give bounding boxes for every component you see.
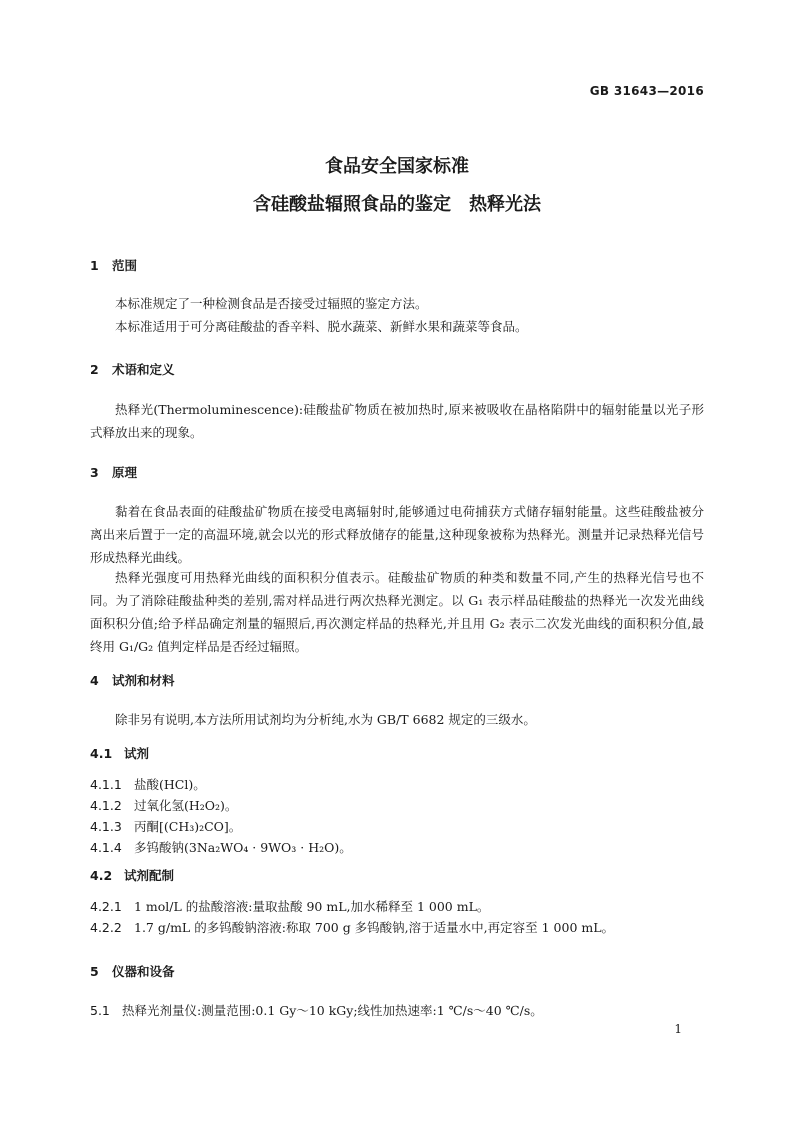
section-heading-4 <box>90 671 175 689</box>
paragraph: 本标准规定了一种检测食品是否接受过辐照的鉴定方法。 <box>115 296 428 311</box>
item-number: 4.1.4 <box>90 840 122 855</box>
item-text: 热释光剂量仪:测量范围:0.1 Gy～10 kGy;线性加热速率:1 ℃/s～40 ℃/s。 <box>122 1003 543 1018</box>
list-item <box>90 773 704 796</box>
section-number: 1 <box>90 258 99 273</box>
subsection-number: 4.1 <box>90 746 113 761</box>
item-number: 4.1.1 <box>90 777 122 792</box>
list-item <box>90 916 704 939</box>
item-text: 多钨酸钠(3Na₂WO₄ · 9WO₃ · H₂O)。 <box>134 840 352 855</box>
page-number: 1 <box>674 1022 682 1036</box>
paragraph: 除非另有说明,本方法所用试剂均为分析纯,水为 GB/T 6682 规定的三级水。 <box>115 712 536 727</box>
item-number: 4.1.3 <box>90 819 122 834</box>
item-number: 5.1 <box>90 1003 110 1018</box>
document-title: 食品安全国家标准 <box>325 156 469 177</box>
document-subtitle: 含硅酸盐辐照食品的鉴定 热释光法 <box>253 194 541 215</box>
item-text: 过氧化氢(H₂O₂)。 <box>134 798 238 813</box>
section-title: 术语和定义 <box>112 362 175 377</box>
subsection-number: 4.2 <box>90 868 113 883</box>
item-text: 盐酸(HCl)。 <box>134 777 206 792</box>
paragraph: 本标准适用于可分离硅酸盐的香辛料、脱水蔬菜、新鲜水果和蔬菜等食品。 <box>115 319 528 334</box>
section-heading-1 <box>90 256 137 274</box>
standard-number: GB 31643—2016 <box>589 84 704 98</box>
item-text: 1.7 g/mL 的多钨酸钠溶液:称取 700 g 多钨酸钠,溶于适量水中,再定容至 1 000 mL。 <box>134 920 615 935</box>
paragraph: 热释光强度可用热释光曲线的面积积分值表示。硅酸盐矿物质的种类和数量不同,产生的热释光信号也不同。为了消除硅酸盐种类的差别,需对样品进行两次热释光测定。以 G₁ 表示样品硅酸盐的热释光一次发光曲线面积积分值;给予样品确定剂量的辐照后,再次测定样品的热释光,并且用 G₂ 表示二次发光曲线的面积积分值,最终用 G₁/G₂ 值判定样品是否经过辐照。 <box>90 570 704 654</box>
list-item <box>90 794 704 817</box>
item-number: 4.1.2 <box>90 798 122 813</box>
section-heading-2 <box>90 360 175 378</box>
item-text: 丙酮[(CH₃)₂CO]。 <box>134 819 242 834</box>
list-item <box>90 836 704 859</box>
section-title: 原理 <box>112 465 138 480</box>
paragraph: 热释光(Thermoluminescence):硅酸盐矿物质在被加热时,原来被吸收在晶格陷阱中的辐射能量以光子形式释放出来的现象。 <box>90 402 704 440</box>
subsection-title: 试剂 <box>124 746 150 761</box>
section-number: 4 <box>90 673 99 688</box>
section-number: 3 <box>90 465 99 480</box>
item-text: 1 mol/L 的盐酸溶液:量取盐酸 90 mL,加水稀释至 1 000 mL。 <box>134 899 490 914</box>
subsection-heading-4-1 <box>90 744 149 762</box>
list-item <box>90 999 704 1022</box>
section-number: 5 <box>90 964 99 979</box>
list-item <box>90 895 704 918</box>
section-title: 范围 <box>112 258 138 273</box>
section-title: 试剂和材料 <box>112 673 175 688</box>
subsection-heading-4-2 <box>90 866 174 884</box>
section-title: 仪器和设备 <box>112 964 175 979</box>
section-heading-3 <box>90 463 137 481</box>
item-number: 4.2.1 <box>90 899 122 914</box>
list-item <box>90 815 704 838</box>
item-number: 4.2.2 <box>90 920 122 935</box>
paragraph: 黏着在食品表面的硅酸盐矿物质在接受电离辐射时,能够通过电荷捕获方式储存辐射能量。这些硅酸盐被分离出来后置于一定的高温环境,就会以光的形式释放储存的能量,这种现象被称为热释光。测量并记录热释光信号形成热释光曲线。 <box>90 504 704 565</box>
section-number: 2 <box>90 362 99 377</box>
subsection-title: 试剂配制 <box>124 868 175 883</box>
section-heading-5 <box>90 962 175 980</box>
